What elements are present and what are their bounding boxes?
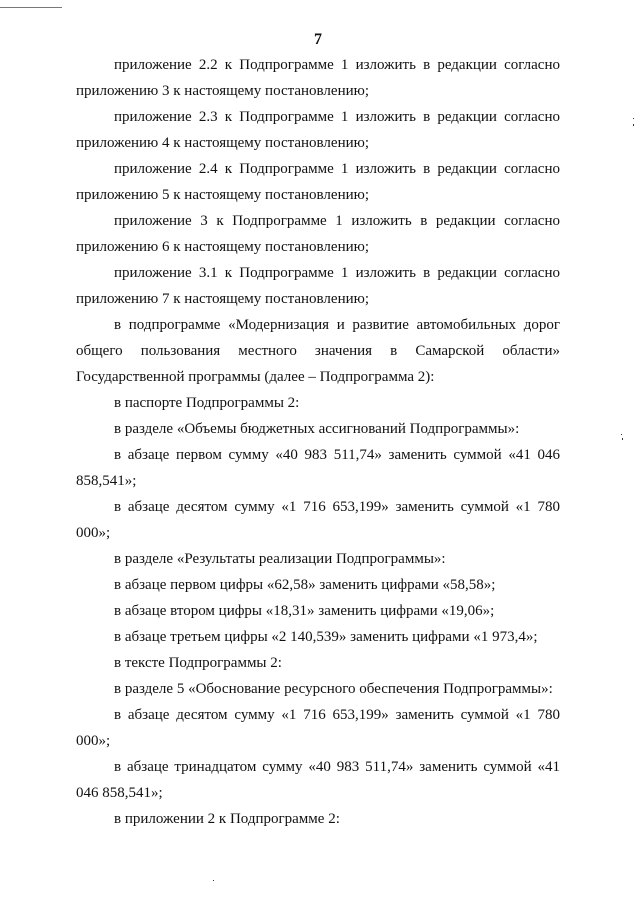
document-body [76, 52, 560, 832]
paragraph-results-section: в разделе «Результаты реализации Подпрограммы»: [114, 551, 446, 567]
paragraph-section-5: в разделе 5 «Обоснование ресурсного обеспечения Подпрограммы»: [114, 681, 553, 697]
paragraph-section-5-thirteenth-sum: в абзаце тринадцатом сумму «40 983 511,74» заменить суммой «41 046 858,541»; [76, 759, 560, 801]
paragraph-third-figures: в абзаце третьем цифры «2 140,539» заменить цифрами «1 973,4»; [114, 629, 538, 645]
scan-speck [213, 880, 214, 881]
paragraph-first-sum: в абзаце первом сумму «40 983 511,74» заменить суммой «41 046 858,541»; [76, 447, 560, 489]
paragraph-tenth-sum: в абзаце десятом сумму «1 716 653,199» заменить суммой «1 780 000»; [76, 499, 560, 541]
scan-speck [622, 438, 623, 440]
paragraph-appendix-3-1: приложение 3.1 к Подпрограмме 1 изложить в редакции согласно приложению 7 к настоящему постановлению; [76, 265, 560, 307]
scan-speck [633, 118, 634, 119]
paragraph-second-figures: в абзаце втором цифры «18,31» заменить цифрами «19,06»; [114, 603, 495, 619]
paragraph-subprogram-2: в подпрограмме «Модернизация и развитие автомобильных дорог общего пользования местного значения в Самарской области» Государственной программы (далее – Подпрограмма 2): [76, 317, 560, 385]
paragraph-section-5-tenth-sum: в абзаце десятом сумму «1 716 653,199» заменить суммой «1 780 000»; [76, 707, 560, 749]
page-number: 7 [314, 31, 322, 48]
scan-speck [633, 124, 634, 126]
paragraph-appendix-2-2: приложение 2.2 к Подпрограмме 1 изложить в редакции согласно приложению 3 к настоящему постановлению; [76, 57, 560, 99]
paragraph-appendix-2-subprogram-2: в приложении 2 к Подпрограмме 2: [114, 811, 340, 827]
paragraph-appendix-2-3: приложение 2.3 к Подпрограмме 1 изложить в редакции согласно приложению 4 к настоящему постановлению; [76, 109, 560, 151]
paragraph-subprogram-text: в тексте Подпрограммы 2: [114, 655, 282, 671]
scan-speck [621, 434, 622, 435]
paragraph-first-figures: в абзаце первом цифры «62,58» заменить цифрами «58,58»; [114, 577, 496, 593]
paragraph-passport: в паспорте Подпрограммы 2: [114, 395, 300, 411]
paragraph-appendix-2-4: приложение 2.4 к Подпрограмме 1 изложить в редакции согласно приложению 5 к настоящему постановлению; [76, 161, 560, 203]
paragraph-appendix-3: приложение 3 к Подпрограмме 1 изложить в редакции согласно приложению 6 к настоящему постановлению; [76, 213, 560, 255]
paragraph-budget-section: в разделе «Объемы бюджетных ассигнований Подпрограммы»: [114, 421, 520, 437]
scan-edge-line [0, 7, 62, 8]
